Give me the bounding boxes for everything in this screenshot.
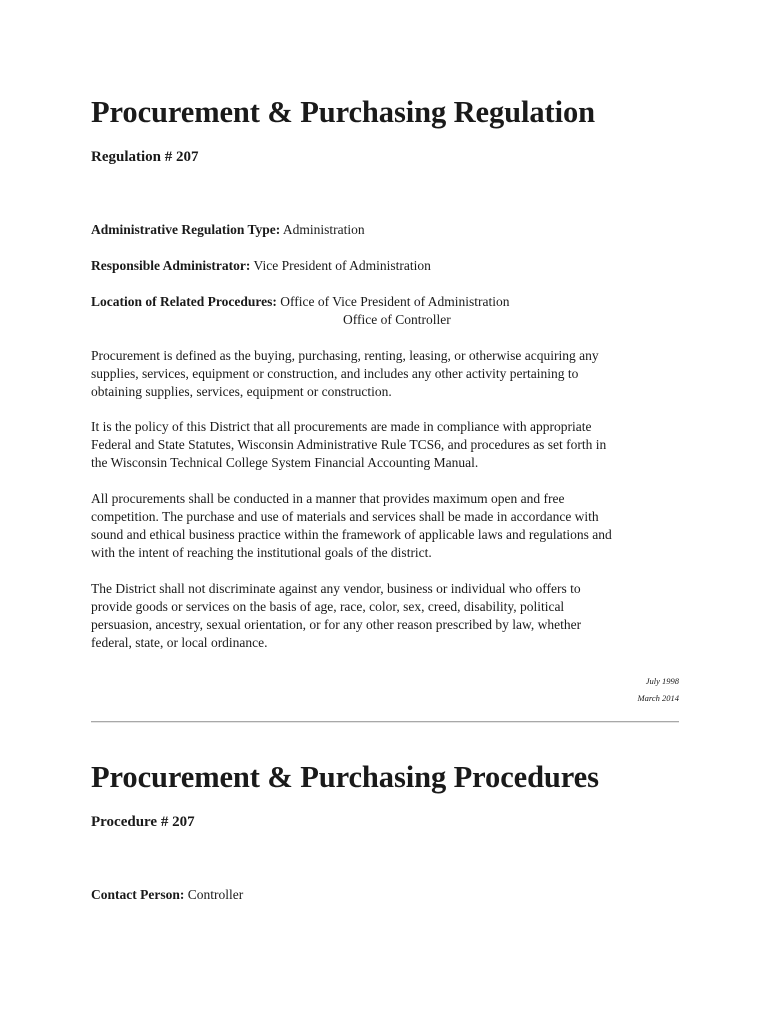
paragraph-line: with the intent of reaching the institutional goals of the district. xyxy=(91,545,432,560)
paragraph-line: provide goods or services on the basis of age, race, color, sex, creed, disability, political xyxy=(91,599,565,614)
location-value-1: Office of Vice President of Administration xyxy=(280,294,510,309)
paragraph-line: sound and ethical business practice within the framework of applicable laws and regulations and xyxy=(91,527,612,542)
procedure-title: Procurement & Purchasing Procedures xyxy=(91,760,599,794)
location-label: Location of Related Procedures: xyxy=(91,294,277,309)
revision-date-1: July 1998 xyxy=(645,676,679,686)
paragraph-line: Procurement is defined as the buying, purchasing, renting, leasing, or otherwise acquiring any xyxy=(91,348,599,363)
section-divider xyxy=(91,721,679,723)
paragraph-line: competition. The purchase and use of materials and services shall be made in accordance with xyxy=(91,509,599,524)
procedure-number: Procedure # 207 xyxy=(91,814,195,830)
paragraph-line: the Wisconsin Technical College System Financial Accounting Manual. xyxy=(91,455,479,470)
location-field xyxy=(91,293,510,311)
contact-person-label: Contact Person: xyxy=(91,887,185,902)
regulation-type-label: Administrative Regulation Type: xyxy=(91,222,281,237)
paragraph-line: obtaining supplies, services, equipment or construction. xyxy=(91,384,392,399)
paragraph-nondiscrimination xyxy=(91,580,681,652)
responsible-admin-value: Vice President of Administration xyxy=(253,258,431,273)
revision-date-2: March 2014 xyxy=(637,693,679,703)
paragraph-line: supplies, services, equipment or construction, and includes any other activity pertaining to xyxy=(91,366,579,381)
responsible-admin-field xyxy=(91,257,431,275)
paragraph-line: It is the policy of this District that all procurements are made in compliance with appropriate xyxy=(91,419,592,434)
contact-person-field xyxy=(91,886,243,904)
paragraph-competition xyxy=(91,490,681,562)
paragraph-policy xyxy=(91,418,681,472)
regulation-title: Procurement & Purchasing Regulation xyxy=(91,95,595,129)
paragraph-line: The District shall not discriminate against any vendor, business or individual who offers to xyxy=(91,581,581,596)
paragraph-line: All procurements shall be conducted in a manner that provides maximum open and free xyxy=(91,491,565,506)
regulation-number: Regulation # 207 xyxy=(91,149,199,165)
paragraph-line: Federal and State Statutes, Wisconsin Administrative Rule TCS6, and procedures as set forth in xyxy=(91,437,607,452)
regulation-type-value: Administration xyxy=(282,222,365,237)
responsible-admin-label: Responsible Administrator: xyxy=(91,258,251,273)
location-value-2: Office of Controller xyxy=(343,312,451,327)
regulation-type-field xyxy=(91,221,365,239)
contact-person-value: Controller xyxy=(187,887,244,902)
paragraph-line: federal, state, or local ordinance. xyxy=(91,635,268,650)
paragraph-definition xyxy=(91,347,681,401)
paragraph-line: persuasion, ancestry, sexual orientation, or for any other reason prescribed by law, whether xyxy=(91,617,582,632)
